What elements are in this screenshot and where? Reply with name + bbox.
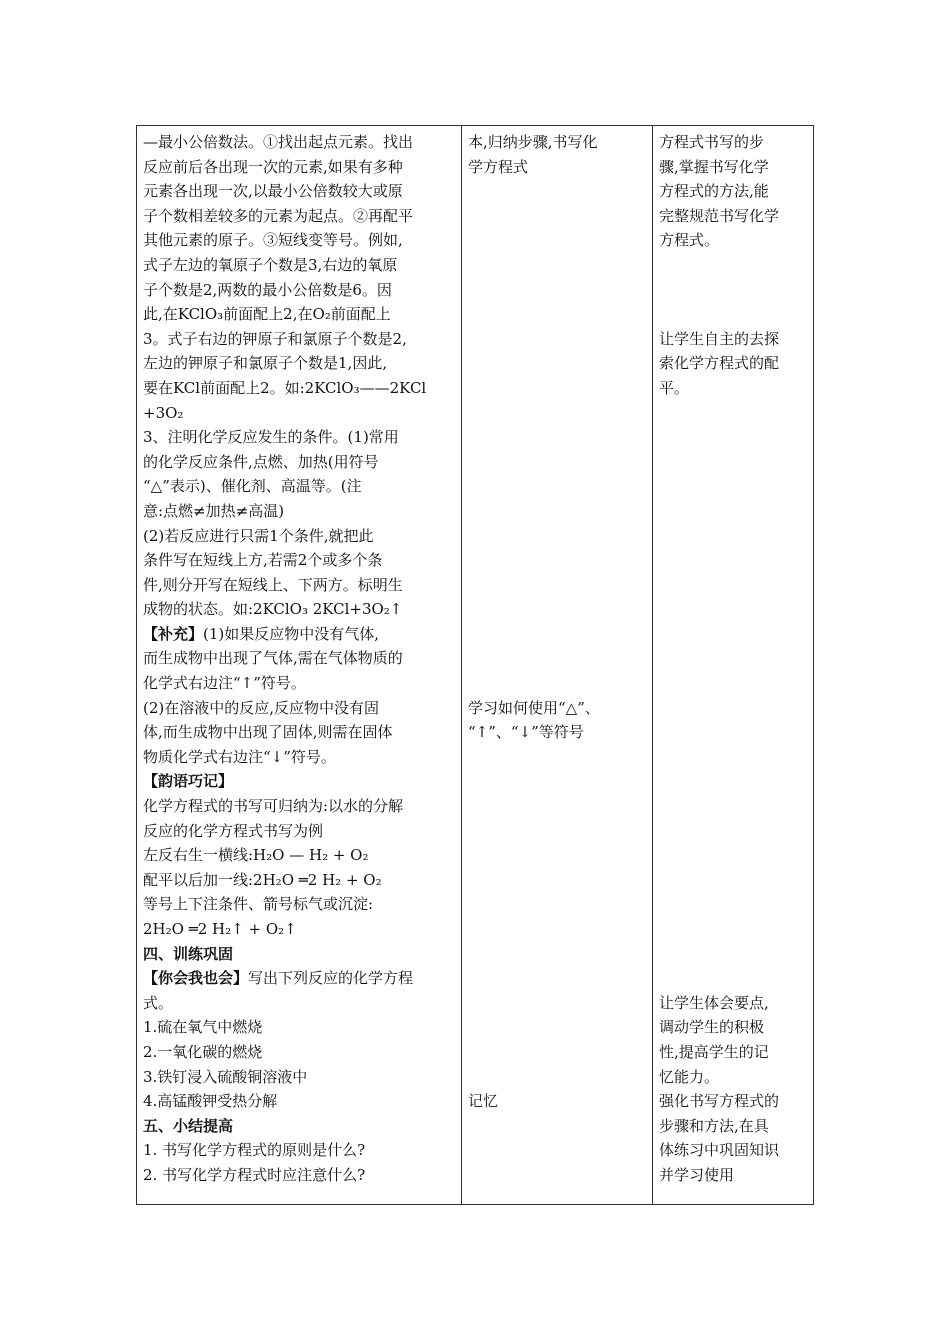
content-line: 成物的状态。如:2KClO₃ 2KCl+3O₂↑ xyxy=(143,600,403,619)
practice-intro: 写出下列反应的化学方程 xyxy=(248,969,414,988)
practice-intro-cont: 式。 xyxy=(143,993,174,1012)
practice-line xyxy=(143,966,455,991)
section-heading: 四、训练巩固 xyxy=(143,944,234,963)
practice-item: 1.硫在氧气中燃烧 xyxy=(143,1018,263,1037)
intent-line: 让学生自主的去探 xyxy=(659,329,780,348)
supplement-line: 体,而生成物中出现了固体,则需在固体 xyxy=(143,723,393,742)
content-line: 的化学反应条件,点燃、加热(用符号 xyxy=(143,452,379,471)
rhyme-line: 化学方程式的书写可归纳为:以水的分解 xyxy=(143,797,404,816)
supplement-line xyxy=(143,622,455,647)
intent-line: 索化学方程式的配 xyxy=(659,354,780,373)
supplement-line: (2)在溶液中的反应,反应物中没有固 xyxy=(143,698,380,717)
content-line: 要在KCl前面配上2。如:2KClO₃——2KCl xyxy=(143,378,427,397)
rhyme-heading: 【韵语巧记】 xyxy=(143,772,234,791)
content-line: 式子左边的氧原子个数是3,右边的氧原 xyxy=(143,255,398,274)
intent-line: 性,提高学生的记 xyxy=(659,1042,769,1061)
intent-line: 步骤和方法,在具 xyxy=(659,1116,769,1135)
summary-item: 2. 书写化学方程式时应注意什么? xyxy=(143,1165,366,1184)
content-line: +3O₂ xyxy=(143,403,184,422)
summary-item: 1. 书写化学方程式的原则是什么? xyxy=(143,1141,366,1160)
rhyme-line: 2H₂O ═2 H₂↑ + O₂↑ xyxy=(143,920,297,938)
supplement-line: 物质化学式右边注“↓”符号。 xyxy=(143,747,336,766)
supplement-line: 化学式右边注“↑”符号。 xyxy=(143,674,306,693)
content-line: 子个数是2,两数的最小公倍数是6。因 xyxy=(143,280,392,299)
rhyme-line: 左反右生一横线:H₂O — H₂ + O₂ xyxy=(143,846,369,865)
content-line: 反应前后各出现一次的元素,如果有多种 xyxy=(143,157,403,176)
rhyme-line: 反应的化学方程式书写为例 xyxy=(143,821,324,840)
activity-line: 学习如何使用“△”、 xyxy=(468,698,600,717)
intent-line: 强化书写方程式的 xyxy=(659,1092,780,1111)
intent-line: 骤,掌握书写化学 xyxy=(659,157,769,176)
intent-line: 方程式书写的步 xyxy=(659,133,765,151)
intent-line: 平。 xyxy=(659,378,690,397)
intent-line: 并学习使用 xyxy=(659,1165,735,1184)
lesson-plan-table xyxy=(136,125,814,1205)
supplement-heading: 【补充】 xyxy=(143,624,204,643)
content-line: 子个数相差较多的元素为起点。②再配平 xyxy=(143,206,414,225)
activity-line: “↑”、“↓”等符号 xyxy=(468,723,584,742)
content-line: 其他元素的原子。③短线变等号。例如, xyxy=(143,231,403,250)
intent-line: 方程式的方法,能 xyxy=(659,182,769,201)
intent-line: 体练习中巩固知识 xyxy=(659,1141,780,1160)
table-row xyxy=(137,126,814,1205)
practice-item: 2.一氧化碳的燃烧 xyxy=(143,1042,263,1061)
rhyme-line: 配平以后加一线:2H₂O ═2 H₂ + O₂ xyxy=(143,870,382,889)
content-line: 此,在KClO₃前面配上2,在O₂前面配上 xyxy=(143,305,391,324)
practice-item: 4.高锰酸钾受热分解 xyxy=(143,1092,278,1111)
section-heading: 五、小结提高 xyxy=(143,1116,234,1135)
content-line: “△”表示)、催化剂、高温等。(注 xyxy=(143,477,362,496)
content-line: 3。式子右边的钾原子和氯原子个数是2, xyxy=(143,329,407,348)
intent-line: 调动学生的积极 xyxy=(659,1018,765,1037)
activity-column xyxy=(462,126,653,1205)
activity-line: 记忆 xyxy=(468,1092,499,1111)
content-line: 条件写在短线上方,若需2个或多个条 xyxy=(143,551,383,570)
intent-line: 忆能力。 xyxy=(659,1067,720,1086)
intent-line: 方程式。 xyxy=(659,231,720,250)
activity-line: 本,归纳步骤,书写化 xyxy=(468,133,598,151)
content-line: 意:点燃≠加热≠高温) xyxy=(143,501,285,520)
practice-item: 3.铁钉浸入硫酸铜溶液中 xyxy=(143,1067,308,1086)
rhyme-line: 等号上下注条件、箭号标气或沉淀: xyxy=(143,895,374,914)
content-line: 左边的钾原子和氯原子个数是1,因此, xyxy=(143,354,388,373)
content-column xyxy=(137,126,462,1205)
activity-line: 学方程式 xyxy=(468,157,529,176)
content-line: 元素各出现一次,以最小公倍数较大或原 xyxy=(143,182,403,201)
content-line: (2)若反应进行只需1个条件,就把此 xyxy=(143,526,374,545)
content-line: 件,则分开写在短线上、下两方。标明生 xyxy=(143,575,403,594)
content-line: 3、注明化学反应发生的条件。(1)常用 xyxy=(143,428,399,447)
content-line: —最小公倍数法。①找出起点元素。找出 xyxy=(143,133,414,151)
supplement-line: 而生成物中出现了气体,需在气体物质的 xyxy=(143,649,403,668)
supplement-text: (1)如果反应物中没有气体, xyxy=(203,624,380,643)
intent-line: 让学生体会要点, xyxy=(659,993,769,1012)
intent-line: 完整规范书写化学 xyxy=(659,206,780,225)
intent-column xyxy=(653,126,814,1205)
practice-heading: 【你会我也会】 xyxy=(143,969,249,988)
